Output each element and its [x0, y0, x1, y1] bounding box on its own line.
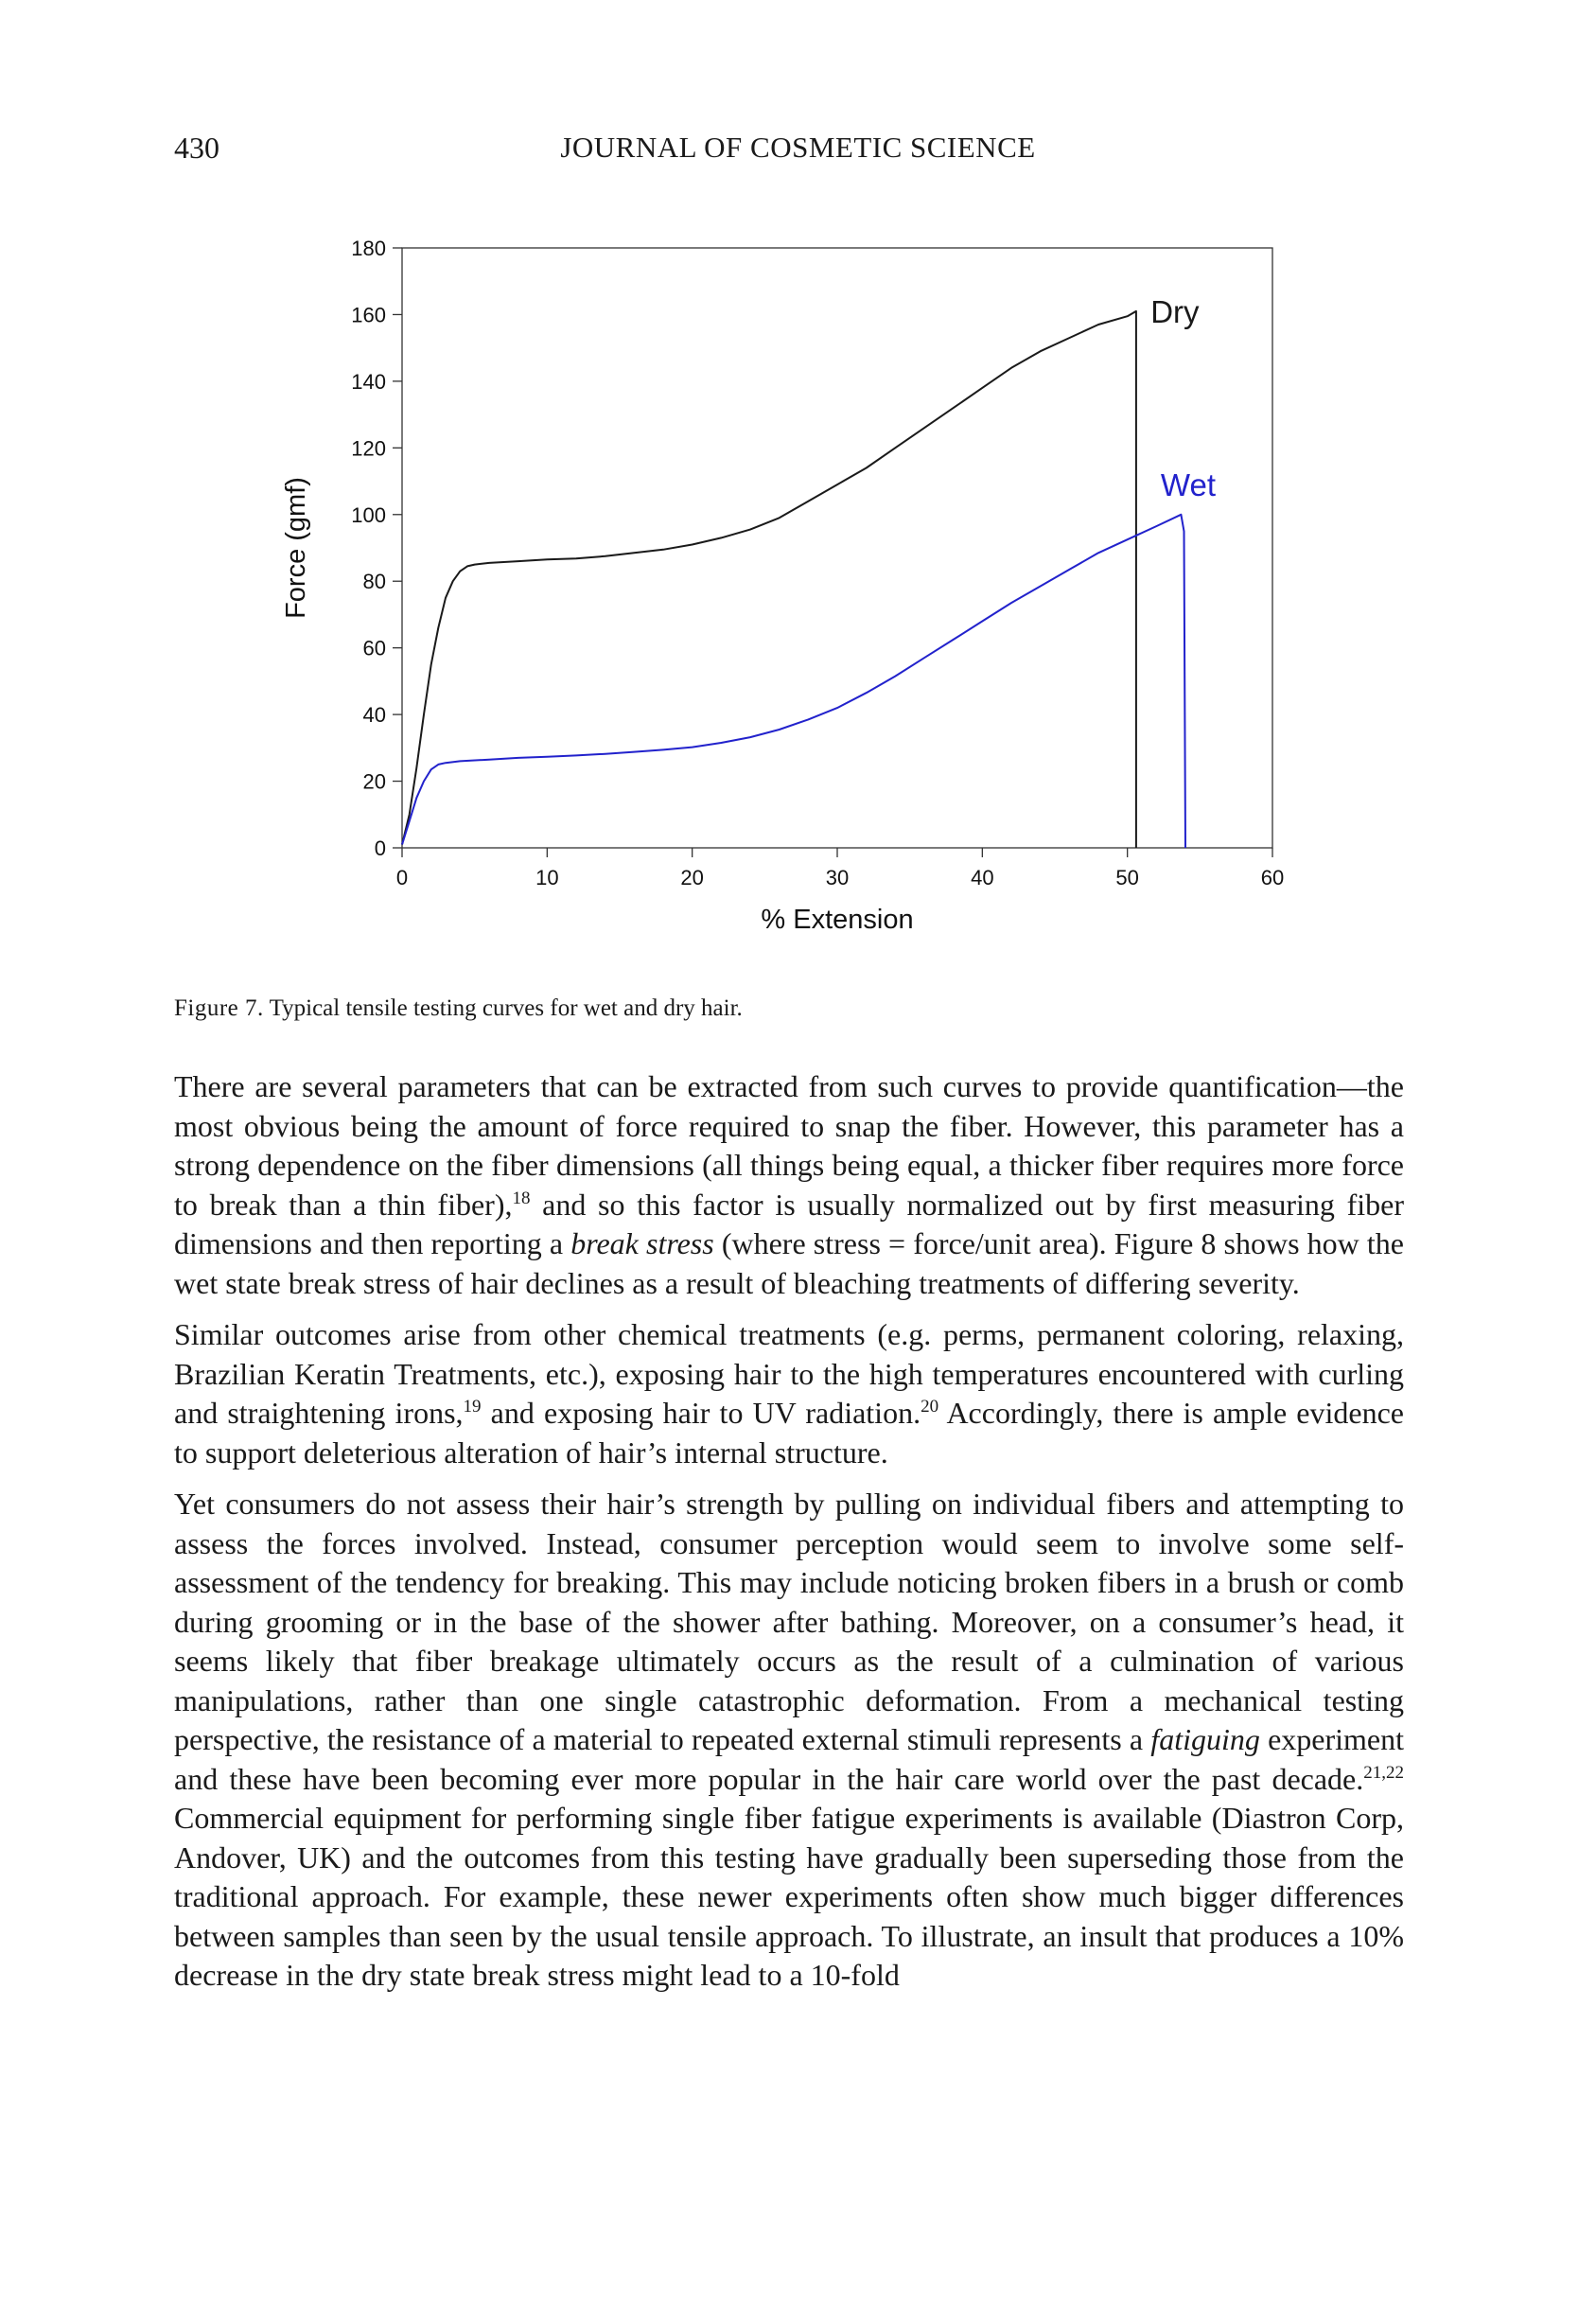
- y-tick-label-100: 100: [351, 502, 386, 527]
- reference-20: 20: [921, 1397, 939, 1417]
- x-tick-label-60: 60: [1260, 866, 1285, 889]
- x-tick-label-0: 0: [395, 866, 409, 889]
- y-tick-label-160: 160: [351, 303, 386, 327]
- body-text: [174, 1067, 1404, 2008]
- y-tick-label-80: 80: [362, 570, 386, 594]
- figure-label: Figure 7.: [174, 995, 264, 1021]
- y-tick-label-180: 180: [351, 237, 386, 260]
- paragraph-2: Similar outcomes arise from other chemical treatments (e.g. perms, permanent coloring, relaxing, Brazilian Keratin Treatments, etc.), exposing hair to the high temperatures encountered with curling and straightening irons,$^{19}$ and exposing hair to UV radiation.$^{20}$ Accordingly, there is ample evidence to support deleterious alteration of hair’s internal structure.: [174, 1317, 1405, 1470]
- term-break-stress: break stress: [570, 1226, 714, 1260]
- x-tick-label-10: 10: [535, 866, 559, 889]
- y-tick-label-0: 0: [374, 836, 386, 860]
- tensile-chart: [274, 227, 1315, 956]
- x-tick-label-20: 20: [680, 866, 704, 889]
- series-label-dry: Dry: [1150, 293, 1200, 329]
- y-axis-label: Force (gmf): [281, 477, 311, 619]
- x-tick-label-40: 40: [971, 866, 994, 889]
- y-tick-label-40: 40: [362, 703, 386, 728]
- reference-18: 18: [512, 1188, 531, 1208]
- x-tick-label-50: 50: [1115, 866, 1139, 889]
- y-tick-label-20: 20: [362, 769, 386, 794]
- paragraph-1: There are several parameters that can be extracted from such curves to provide quantification—the most obvious being the amount of force required to snap the fiber. However, this parameter has a strong dependence on the fiber dimensions (all things being equal, a thicker fiber requires more force to break than a thin fiber),$^{18}$ and so this factor is usually normalized out by first measuring fiber dimensions and then reporting a break stress (where stress = force/unit area). Figure 8 shows how the wet state break stress of hair declines as a result of bleaching treatments of differing severity.: [174, 1069, 1405, 1300]
- running-head: JOURNAL OF COSMETIC SCIENCE: [560, 131, 1036, 164]
- reference-19: 19: [463, 1397, 482, 1417]
- figure-caption: [174, 995, 743, 1022]
- reference-21-22: 21,22: [1363, 1762, 1404, 1783]
- page-number: 430: [174, 131, 219, 165]
- series-label-wet: Wet: [1160, 467, 1217, 503]
- y-tick-label-120: 120: [351, 436, 386, 461]
- series-line-wet: [402, 515, 1185, 848]
- figure-caption-text: Typical tensile testing curves for wet and dry hair.: [269, 995, 743, 1021]
- y-tick-label-60: 60: [362, 636, 386, 660]
- y-tick-label-140: 140: [351, 369, 386, 394]
- paragraph-3: Yet consumers do not assess their hair’s strength by pulling on individual fibers and attempting to assess the forces involved. Instead, consumer perception would seem to involve some self-assessment of the tendency for breaking. This may include noticing broken fibers in a brush or comb during grooming or in the base of the shower after bathing. Moreover, on a consumer’s head, it seems likely that fiber breakage ultimately occurs as the result of a culmination of various manipulations, rather than one single catastrophic deformation. From a mechanical testing perspective, the resistance of a material to repeated external stimuli represents a fatiguing experiment and these have been becoming ever more popular in the hair care world over the past decade.$^{21,22}$ Commercial equipment for performing single fiber fatigue experiments is available (Diastron Corp, Andover, UK) and the outcomes from this testing have gradually been superseding those from the traditional approach. For example, these newer experiments often show much bigger differences between samples than seen by the usual tensile approach. To illustrate, an insult that produces a 10% decrease in the dry state break stress might lead to a 10-fold: [174, 1487, 1405, 1992]
- x-axis-label: % Extension: [761, 905, 914, 935]
- series-line-dry: [402, 311, 1136, 848]
- figure-7: [274, 227, 1315, 960]
- x-tick-label-30: 30: [825, 866, 850, 889]
- term-fatiguing: fatiguing: [1150, 1722, 1260, 1756]
